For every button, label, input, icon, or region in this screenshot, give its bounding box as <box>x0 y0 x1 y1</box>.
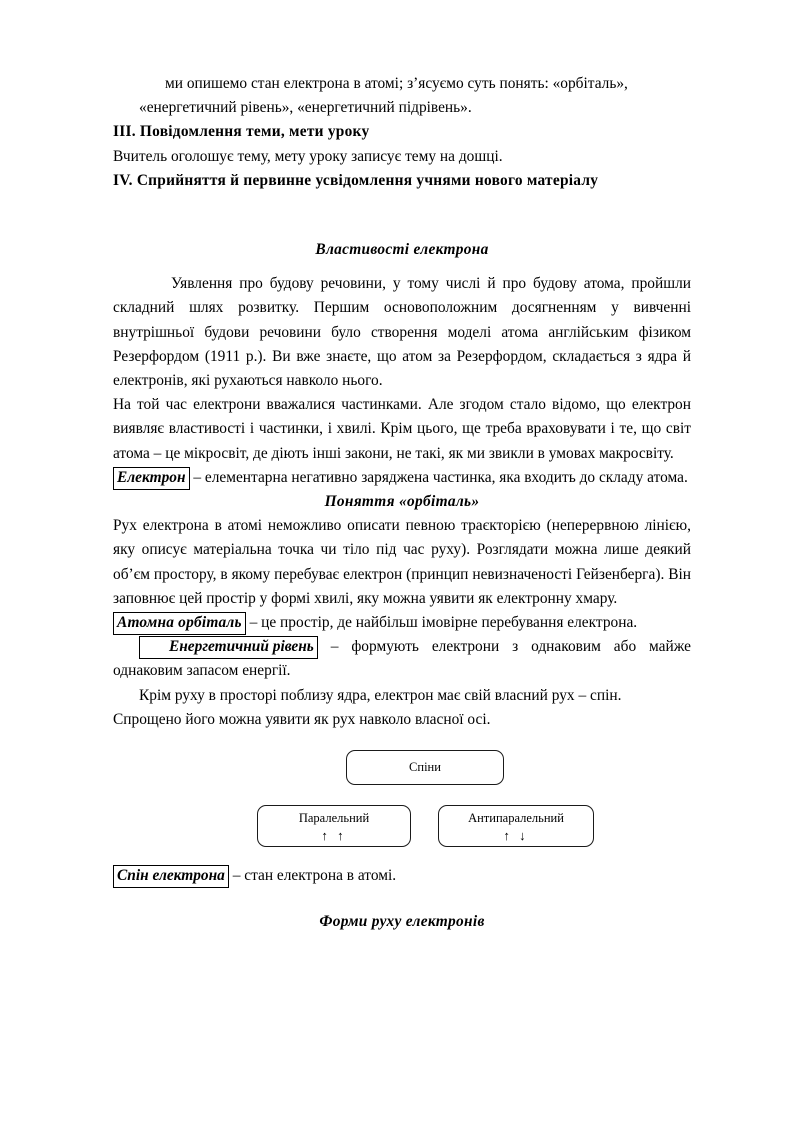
heading-section-4: IV. Сприйняття й первинне усвідомлення учнями нового матеріалу <box>113 171 599 189</box>
spacer-after-section-1-title <box>113 262 691 272</box>
definition-spin-of-electron <box>113 864 691 888</box>
term-box-energy-level: Енергетичний рівень <box>139 636 318 659</box>
section-1-paragraph-2: На той час електрони вважалися частинками. Але згодом стало відомо, що електрон виявляє властивості і частинки, і хвилі. Крім цього, ще треба враховувати і те, що світ атома – це мікросвіт, де діють інші закони, не такі, як ми звикли в умовах макросвіту. <box>113 396 691 462</box>
definition-energy-level-text: – формують електрони з однаковим або майже однаковим запасом енергії. <box>113 638 691 680</box>
diagram-node-spins <box>346 750 504 785</box>
intro-line-1-text: ми опишемо стан електрона в атомі; з’ясуємо суть понять: «орбіталь», <box>165 75 628 92</box>
section-1-paragraph-1: Уявлення про будову речовини, у тому числі й про будову атома, пройшли складний шлях розвитку. Першим основоположним досягненням у вивченні внутрішньої будови речовини було створення моделі атома англійським фізиком Резерфордом (1911 р.). Ви вже знаєте, що атом за Резерфордом, складається з ядра й електронів, які рухаються навколо нього. <box>113 275 691 390</box>
section-2-title: Поняття «орбіталь» <box>324 493 480 511</box>
section-2-paragraph-1: Рух електрона в атомі неможливо описати певною траєкторією (неперервною лінією, яку описує матеріальна точка чи тіло під час руху). Розглядати можна лише деякий об’єм простору, в якому перебуває електрон (принцип невизначеності Гейзенберга). Він заповнює цей простір у формі хвилі, яку можна уявити як електронну хмару. <box>113 517 691 607</box>
diagram-node-antiparallel <box>438 805 594 847</box>
section-3-title: Форми руху електронів <box>319 913 485 931</box>
spacer-before-section-1 <box>113 193 691 238</box>
spacer-before-section-3 <box>113 888 691 910</box>
definition-atomic-orbital <box>113 611 691 635</box>
definition-electron-text: – елементарна негативно заряджена частинка, яка входить до складу атома. <box>189 468 688 486</box>
up-up-arrows-icon: ↑ ↑ <box>321 827 347 843</box>
term-box-atomic-orbital: Атомна орбіталь <box>113 612 246 635</box>
term-box-spin-of-electron: Спін електрона <box>113 865 229 888</box>
up-down-arrows-icon: ↑ ↓ <box>503 827 529 843</box>
diagram-node-parallel <box>257 805 411 847</box>
section-3-body: Вчитель оголошує тему, мету уроку записує тему на дошці. <box>113 147 503 165</box>
diagram-node-antiparallel-label: Антипаралельний <box>468 810 564 825</box>
definition-spin-of-electron-text: – стан електрона в атомі. <box>228 867 397 885</box>
intro-line-2-text: «енергетичний рівень», «енергетичний підрівень». <box>139 99 472 117</box>
definition-energy-level <box>113 635 691 683</box>
diagram-node-parallel-label: Паралельний <box>298 810 370 825</box>
spin-diagram <box>113 744 691 864</box>
heading-section-3: III. Повідомлення теми, мети уроку <box>113 123 370 141</box>
definition-atomic-orbital-text: – це простір, де найбільш імовірне перебування електрона. <box>245 614 638 632</box>
intro-line-1 <box>139 72 691 96</box>
term-box-electron: Електрон <box>113 467 190 490</box>
section-2-paragraph-2: Крім руху в просторі поблизу ядра, електрон має свій власний рух – спін. Спрощено його можна уявити як рух навколо власної осі. <box>113 686 622 728</box>
section-1-title: Властивості електрона <box>315 241 489 259</box>
diagram-node-spins-label: Спіни <box>409 760 441 775</box>
definition-electron <box>113 466 691 490</box>
intro-line-2 <box>139 96 691 120</box>
